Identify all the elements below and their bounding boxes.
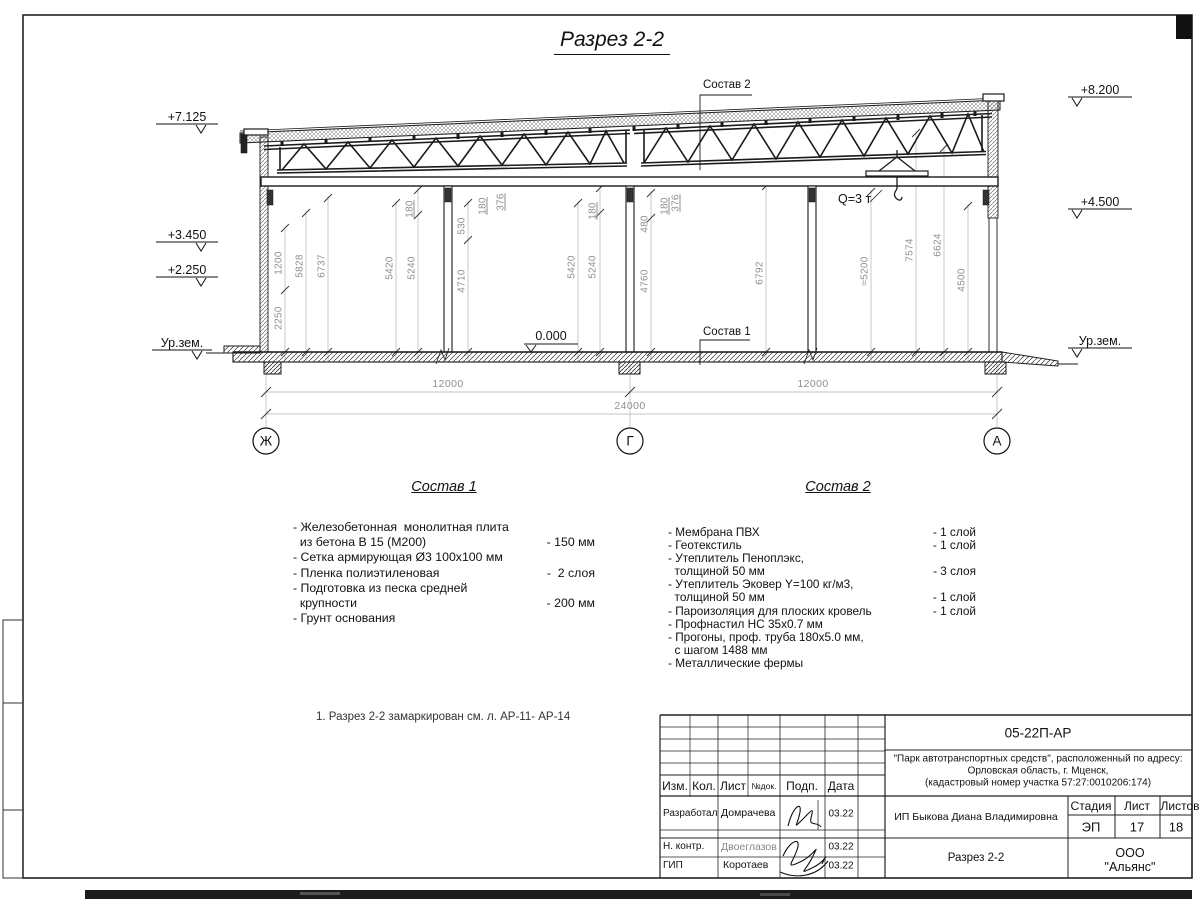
list-item: толщиной 50 мм: [668, 564, 765, 579]
dim-label: 4500: [956, 268, 968, 292]
list-value: - 1 слой: [932, 538, 976, 553]
row-name-2: Двоеглазов: [721, 841, 777, 853]
list-item: из бетона В 15 (М200): [293, 535, 427, 550]
signature-1: [788, 806, 821, 827]
list-item: - Профнастил НС 35x0.7 мм: [668, 616, 823, 631]
level-right-1: +8.200: [1080, 83, 1120, 97]
axis-label-a: А: [992, 433, 1002, 449]
dim-label: 5420: [566, 255, 578, 279]
list-value: - 2 слоя: [546, 565, 595, 580]
sostav2-leader: [700, 95, 752, 170]
level-left-3: +2.250: [167, 263, 207, 277]
list-value: - 150 мм: [546, 535, 595, 550]
list-item: толщиной 50 мм: [668, 590, 765, 605]
level-left-1: +7.125: [167, 110, 207, 124]
dim-label: 180: [587, 202, 599, 220]
list-value: - 1 слой: [932, 590, 976, 605]
drawing-note: 1. Разрез 2-2 замаркирован см. л. АР-11- АР-14: [316, 711, 571, 723]
total-dim-label: 24000: [614, 400, 646, 412]
list-item: с шагом 1488 мм: [668, 642, 768, 657]
sostav1-list: [293, 520, 595, 626]
list-value: - 1 слой: [932, 525, 976, 539]
row-date-3: 03.22: [828, 860, 854, 872]
client-name: ИП Быкова Диана Владимировна: [894, 811, 1058, 823]
ground-level-right: Ур.зем.: [1078, 334, 1122, 348]
zero-level-label: 0.000: [535, 329, 567, 343]
axis-label-zh: Ж: [259, 433, 273, 449]
sostav1-heading: Состав 1: [411, 479, 477, 495]
dim-label: 2250: [273, 306, 285, 330]
ground-level-left: Ур.зем.: [160, 336, 204, 350]
axis-label-g: Г: [626, 433, 634, 449]
dim-label: 530: [456, 217, 468, 235]
right-wall: [988, 101, 998, 218]
row-date-1: 03.22: [828, 808, 854, 820]
dim-label: 376: [495, 193, 507, 211]
level-left-2: +3.450: [167, 228, 207, 242]
left-wall: [260, 137, 268, 352]
list-item: - Мембрана ПВХ: [668, 525, 760, 539]
list-item: - Утеплитель Пеноплэкс,: [668, 551, 805, 566]
dim-label: 4760: [639, 269, 651, 293]
dim-label: 180: [659, 197, 671, 215]
list-item: - Сетка армирующая Ø3 100x100 мм: [293, 550, 503, 565]
company-name: ООО "Альянс": [1104, 846, 1156, 874]
floor-slab: [233, 352, 1002, 362]
stage-label: Стадия: [1070, 799, 1112, 813]
col-ndok: №док.: [751, 781, 777, 791]
crane-capacity-label: Q=3 т: [838, 192, 872, 206]
drawing-name: Разрез 2-2: [947, 852, 1005, 864]
span-dim-label: 12000: [432, 378, 464, 390]
col-izm: Изм.: [662, 779, 688, 793]
project-line-2: Орловская область, г. Мценск,: [967, 765, 1109, 777]
list-item: - Грунт основания: [293, 611, 396, 626]
span-dim-label: 12000: [797, 378, 829, 390]
level-right-2: +4.500: [1080, 195, 1120, 209]
sostav1-flag-label: Состав 1: [703, 326, 751, 338]
list-item: - Прогоны, проф. труба 180x5.0 мм,: [668, 629, 864, 644]
list-item: - Утеплитель Эковер Y=100 кг/м3,: [668, 577, 854, 592]
dim-label: 5240: [587, 255, 599, 279]
project-line-1: "Парк автотранспортных средств", расположенный по адресу:: [893, 753, 1183, 765]
col-list: Лист: [719, 779, 747, 793]
list-item: - Пароизоляция для плоских кровель: [668, 603, 872, 618]
sheet-label: Лист: [1123, 799, 1151, 813]
list-item: крупности: [293, 596, 358, 611]
dim-label: 6624: [932, 233, 944, 257]
dim-label: 1200: [273, 251, 285, 275]
col-data: Дата: [827, 779, 855, 793]
row-role-2: Н. контр.: [663, 841, 705, 852]
foundations: [264, 362, 1006, 374]
list-value: - 1 слой: [932, 603, 976, 618]
dim-label: 376: [670, 194, 682, 212]
col-podp: Подп.: [786, 779, 818, 793]
list-value: - 200 мм: [546, 596, 595, 611]
list-item: - Подготовка из песка средней: [293, 580, 468, 595]
project-line-3: (кадастровый номер участка 57:27:0010206:174): [924, 777, 1152, 789]
stage-value: ЭП: [1081, 819, 1101, 835]
dim-label: 5828: [294, 254, 306, 278]
dim-label: 480: [639, 215, 651, 233]
dim-label: 6737: [316, 254, 328, 278]
columns: [267, 186, 989, 352]
dim-label: 4710: [456, 269, 468, 293]
dim-label: 6792: [754, 261, 766, 285]
dim-label: 180: [404, 200, 416, 218]
row-role-1: Разработал: [663, 808, 718, 819]
sostav2-list: [668, 526, 976, 670]
sheets-label: Листов: [1160, 799, 1200, 813]
sostav2-heading: Состав 2: [805, 479, 871, 495]
sheets-value: 18: [1168, 819, 1184, 835]
doc-number: 05-22П-АР: [1004, 725, 1072, 741]
sostav2-flag-label: Состав 2: [703, 79, 751, 91]
tie-beam: [261, 177, 998, 186]
dim-label: 5420: [384, 256, 396, 280]
list-item: - Металлические фермы: [668, 655, 804, 670]
list-item: - Пленка полиэтиленовая: [293, 565, 440, 580]
list-value: - 3 слоя: [933, 564, 976, 579]
row-date-2: 03.22: [828, 841, 854, 853]
row-role-3: ГИП: [663, 860, 683, 871]
list-item: - Железобетонная монолитная плита: [293, 520, 509, 534]
row-name-1: Домрачева: [721, 807, 776, 819]
dim-label: 7574: [904, 238, 916, 262]
ramp: [1002, 352, 1058, 366]
sheet-value: 17: [1129, 819, 1145, 835]
row-name-3: Коротаев: [723, 859, 769, 871]
col-kol: Кол.: [692, 779, 716, 793]
list-item: - Геотекстиль: [668, 538, 742, 553]
dim-label: 5240: [406, 256, 418, 280]
dim-label: 180: [477, 197, 489, 215]
dim-label: ≈5200: [859, 256, 871, 286]
page-title: Разрез 2-2: [554, 28, 670, 55]
signature-2: [780, 841, 828, 875]
